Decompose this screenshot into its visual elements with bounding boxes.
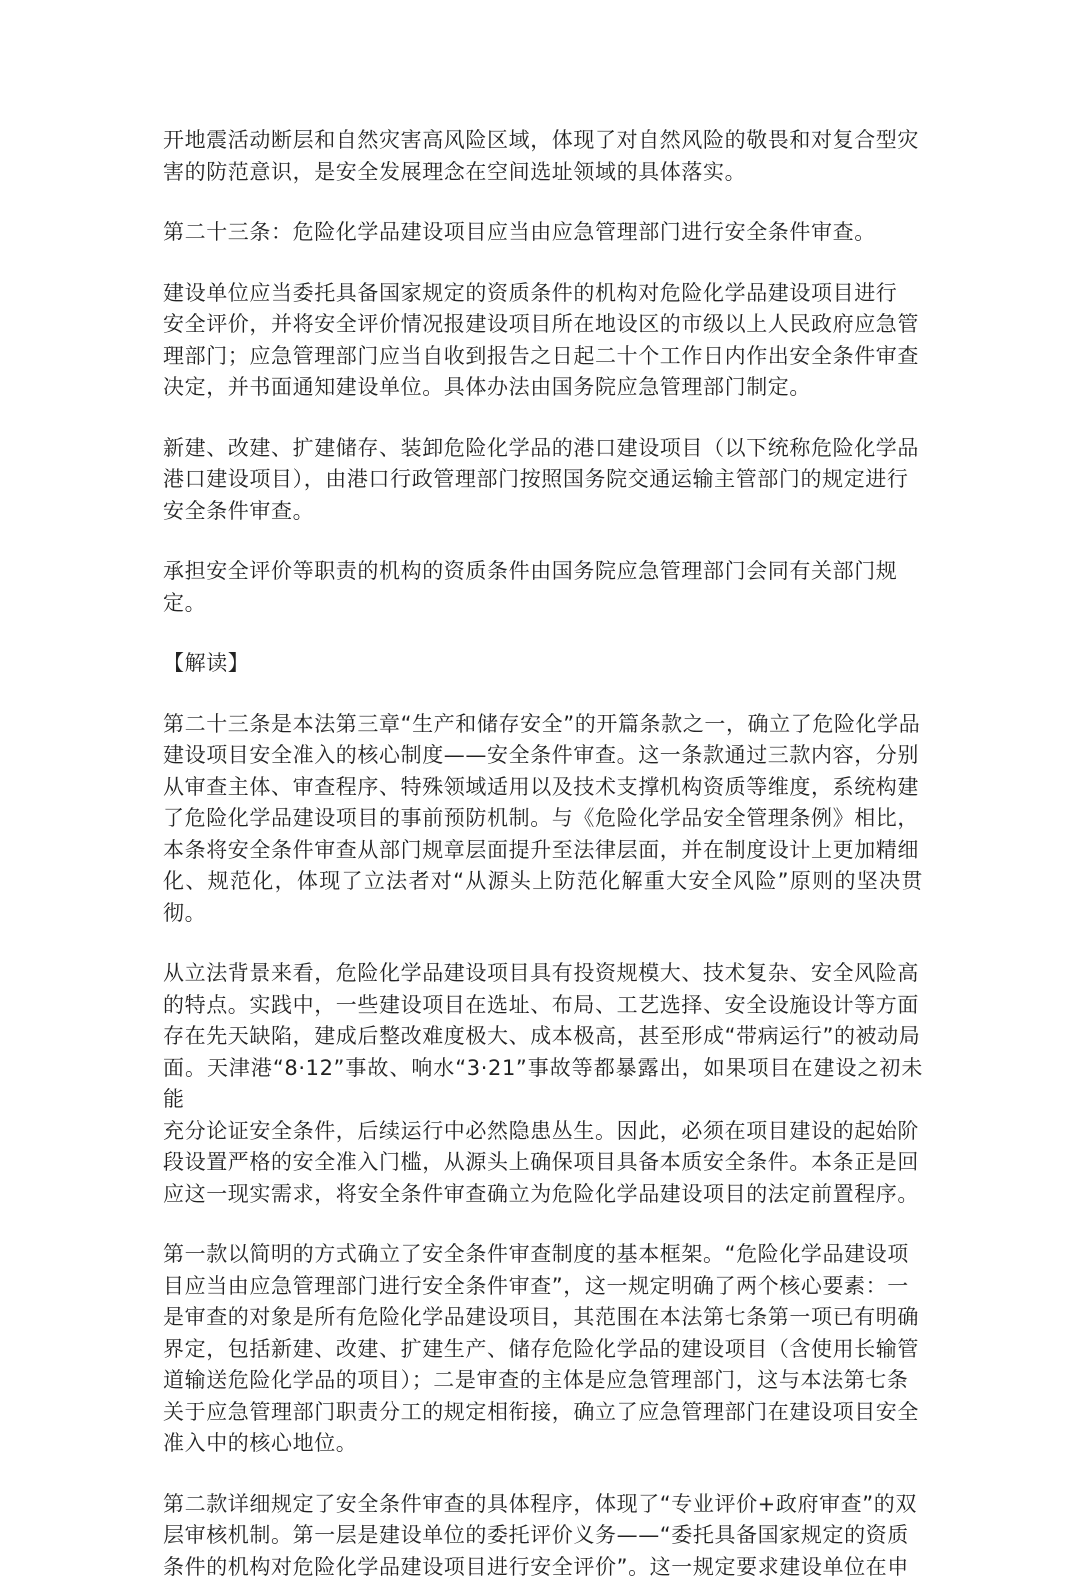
text-line: 道输送危险化学品的项目）；二是审查的主体是应急管理部门，这与本法第七条 bbox=[163, 1365, 923, 1397]
text-line: 化、规范化，体现了立法者对“从源头上防范化解重大安全风险”原则的坚决贯彻。 bbox=[163, 866, 923, 929]
text-line: 目应当由应急管理部门进行安全条件审查”，这一规定明确了两个核心要素：一 bbox=[163, 1271, 923, 1303]
text-line: 第一款以简明的方式确立了安全条件审查制度的基本框架。“危险化学品建设项 bbox=[163, 1239, 923, 1271]
text-line: 【解读】 bbox=[163, 648, 923, 680]
paragraph bbox=[163, 709, 923, 930]
text-line: 层审核机制。第一层是建设单位的委托评价义务——“委托具备国家规定的资质 bbox=[163, 1520, 923, 1552]
text-line: 段设置严格的安全准入门槛，从源头上确保项目具备本质安全条件。本条正是回 bbox=[163, 1147, 923, 1179]
paragraph bbox=[163, 556, 923, 619]
text-line: 充分论证安全条件，后续运行中必然隐患丛生。因此，必须在项目建设的起始阶 bbox=[163, 1116, 923, 1148]
text-line: 存在先天缺陷，建成后整改难度极大、成本极高，甚至形成“带病运行”的被动局 bbox=[163, 1021, 923, 1053]
text-line: 建设单位应当委托具备国家规定的资质条件的机构对危险化学品建设项目进行 bbox=[163, 278, 923, 310]
text-line: 从立法背景来看，危险化学品建设项目具有投资规模大、技术复杂、安全风险高 bbox=[163, 958, 923, 990]
paragraph bbox=[163, 125, 923, 188]
text-line: 本条将安全条件审查从部门规章层面提升至法律层面，并在制度设计上更加精细 bbox=[163, 835, 923, 867]
text-line: 害的防范意识，是安全发展理念在空间选址领域的具体落实。 bbox=[163, 157, 923, 189]
text-line: 第二十三条：危险化学品建设项目应当由应急管理部门进行安全条件审查。 bbox=[163, 217, 923, 249]
document-page bbox=[163, 125, 923, 1583]
text-line: 从审查主体、审查程序、特殊领域适用以及技术支撑机构资质等维度，系统构建 bbox=[163, 772, 923, 804]
text-line: 准入中的核心地位。 bbox=[163, 1428, 923, 1460]
text-line: 承担安全评价等职责的机构的资质条件由国务院应急管理部门会同有关部门规 bbox=[163, 556, 923, 588]
paragraph bbox=[163, 278, 923, 404]
text-line: 安全评价，并将安全评价情况报建设项目所在地设区的市级以上人民政府应急管 bbox=[163, 309, 923, 341]
article-heading bbox=[163, 217, 923, 249]
text-line: 建设项目安全准入的核心制度——安全条件审查。这一条款通过三款内容，分别 bbox=[163, 740, 923, 772]
text-line: 新建、改建、扩建储存、装卸危险化学品的港口建设项目（以下统称危险化学品 bbox=[163, 433, 923, 465]
text-line: 定。 bbox=[163, 588, 923, 620]
paragraph bbox=[163, 958, 923, 1210]
text-line: 开地震活动断层和自然灾害高风险区域，体现了对自然风险的敬畏和对复合型灾 bbox=[163, 125, 923, 157]
text-line: 决定，并书面通知建设单位。具体办法由国务院应急管理部门制定。 bbox=[163, 372, 923, 404]
text-line: 面。天津港“8·12”事故、响水“3·21”事故等都暴露出，如果项目在建设之初未能 bbox=[163, 1053, 923, 1116]
text-line: 条件的机构对危险化学品建设项目进行安全评价”。这一规定要求建设单位在申 bbox=[163, 1552, 923, 1583]
text-line: 界定，包括新建、改建、扩建生产、储存危险化学品的建设项目（含使用长输管 bbox=[163, 1334, 923, 1366]
text-line: 安全条件审查。 bbox=[163, 496, 923, 528]
text-line: 第二十三条是本法第三章“生产和储存安全”的开篇条款之一，确立了危险化学品 bbox=[163, 709, 923, 741]
section-heading bbox=[163, 648, 923, 680]
text-line: 理部门；应急管理部门应当自收到报告之日起二十个工作日内作出安全条件审查 bbox=[163, 341, 923, 373]
text-line: 港口建设项目），由港口行政管理部门按照国务院交通运输主管部门的规定进行 bbox=[163, 464, 923, 496]
text-line: 的特点。实践中，一些建设项目在选址、布局、工艺选择、安全设施设计等方面 bbox=[163, 990, 923, 1022]
paragraph bbox=[163, 1239, 923, 1460]
paragraph bbox=[163, 433, 923, 528]
text-line: 是审查的对象是所有危险化学品建设项目，其范围在本法第七条第一项已有明确 bbox=[163, 1302, 923, 1334]
text-line: 应这一现实需求，将安全条件审查确立为危险化学品建设项目的法定前置程序。 bbox=[163, 1179, 923, 1211]
text-line: 了危险化学品建设项目的事前预防机制。与《危险化学品安全管理条例》相比， bbox=[163, 803, 923, 835]
text-line: 第二款详细规定了安全条件审查的具体程序，体现了“专业评价+政府审查”的双 bbox=[163, 1489, 923, 1521]
text-line: 关于应急管理部门职责分工的规定相衔接，确立了应急管理部门在建设项目安全 bbox=[163, 1397, 923, 1429]
paragraph bbox=[163, 1489, 923, 1583]
